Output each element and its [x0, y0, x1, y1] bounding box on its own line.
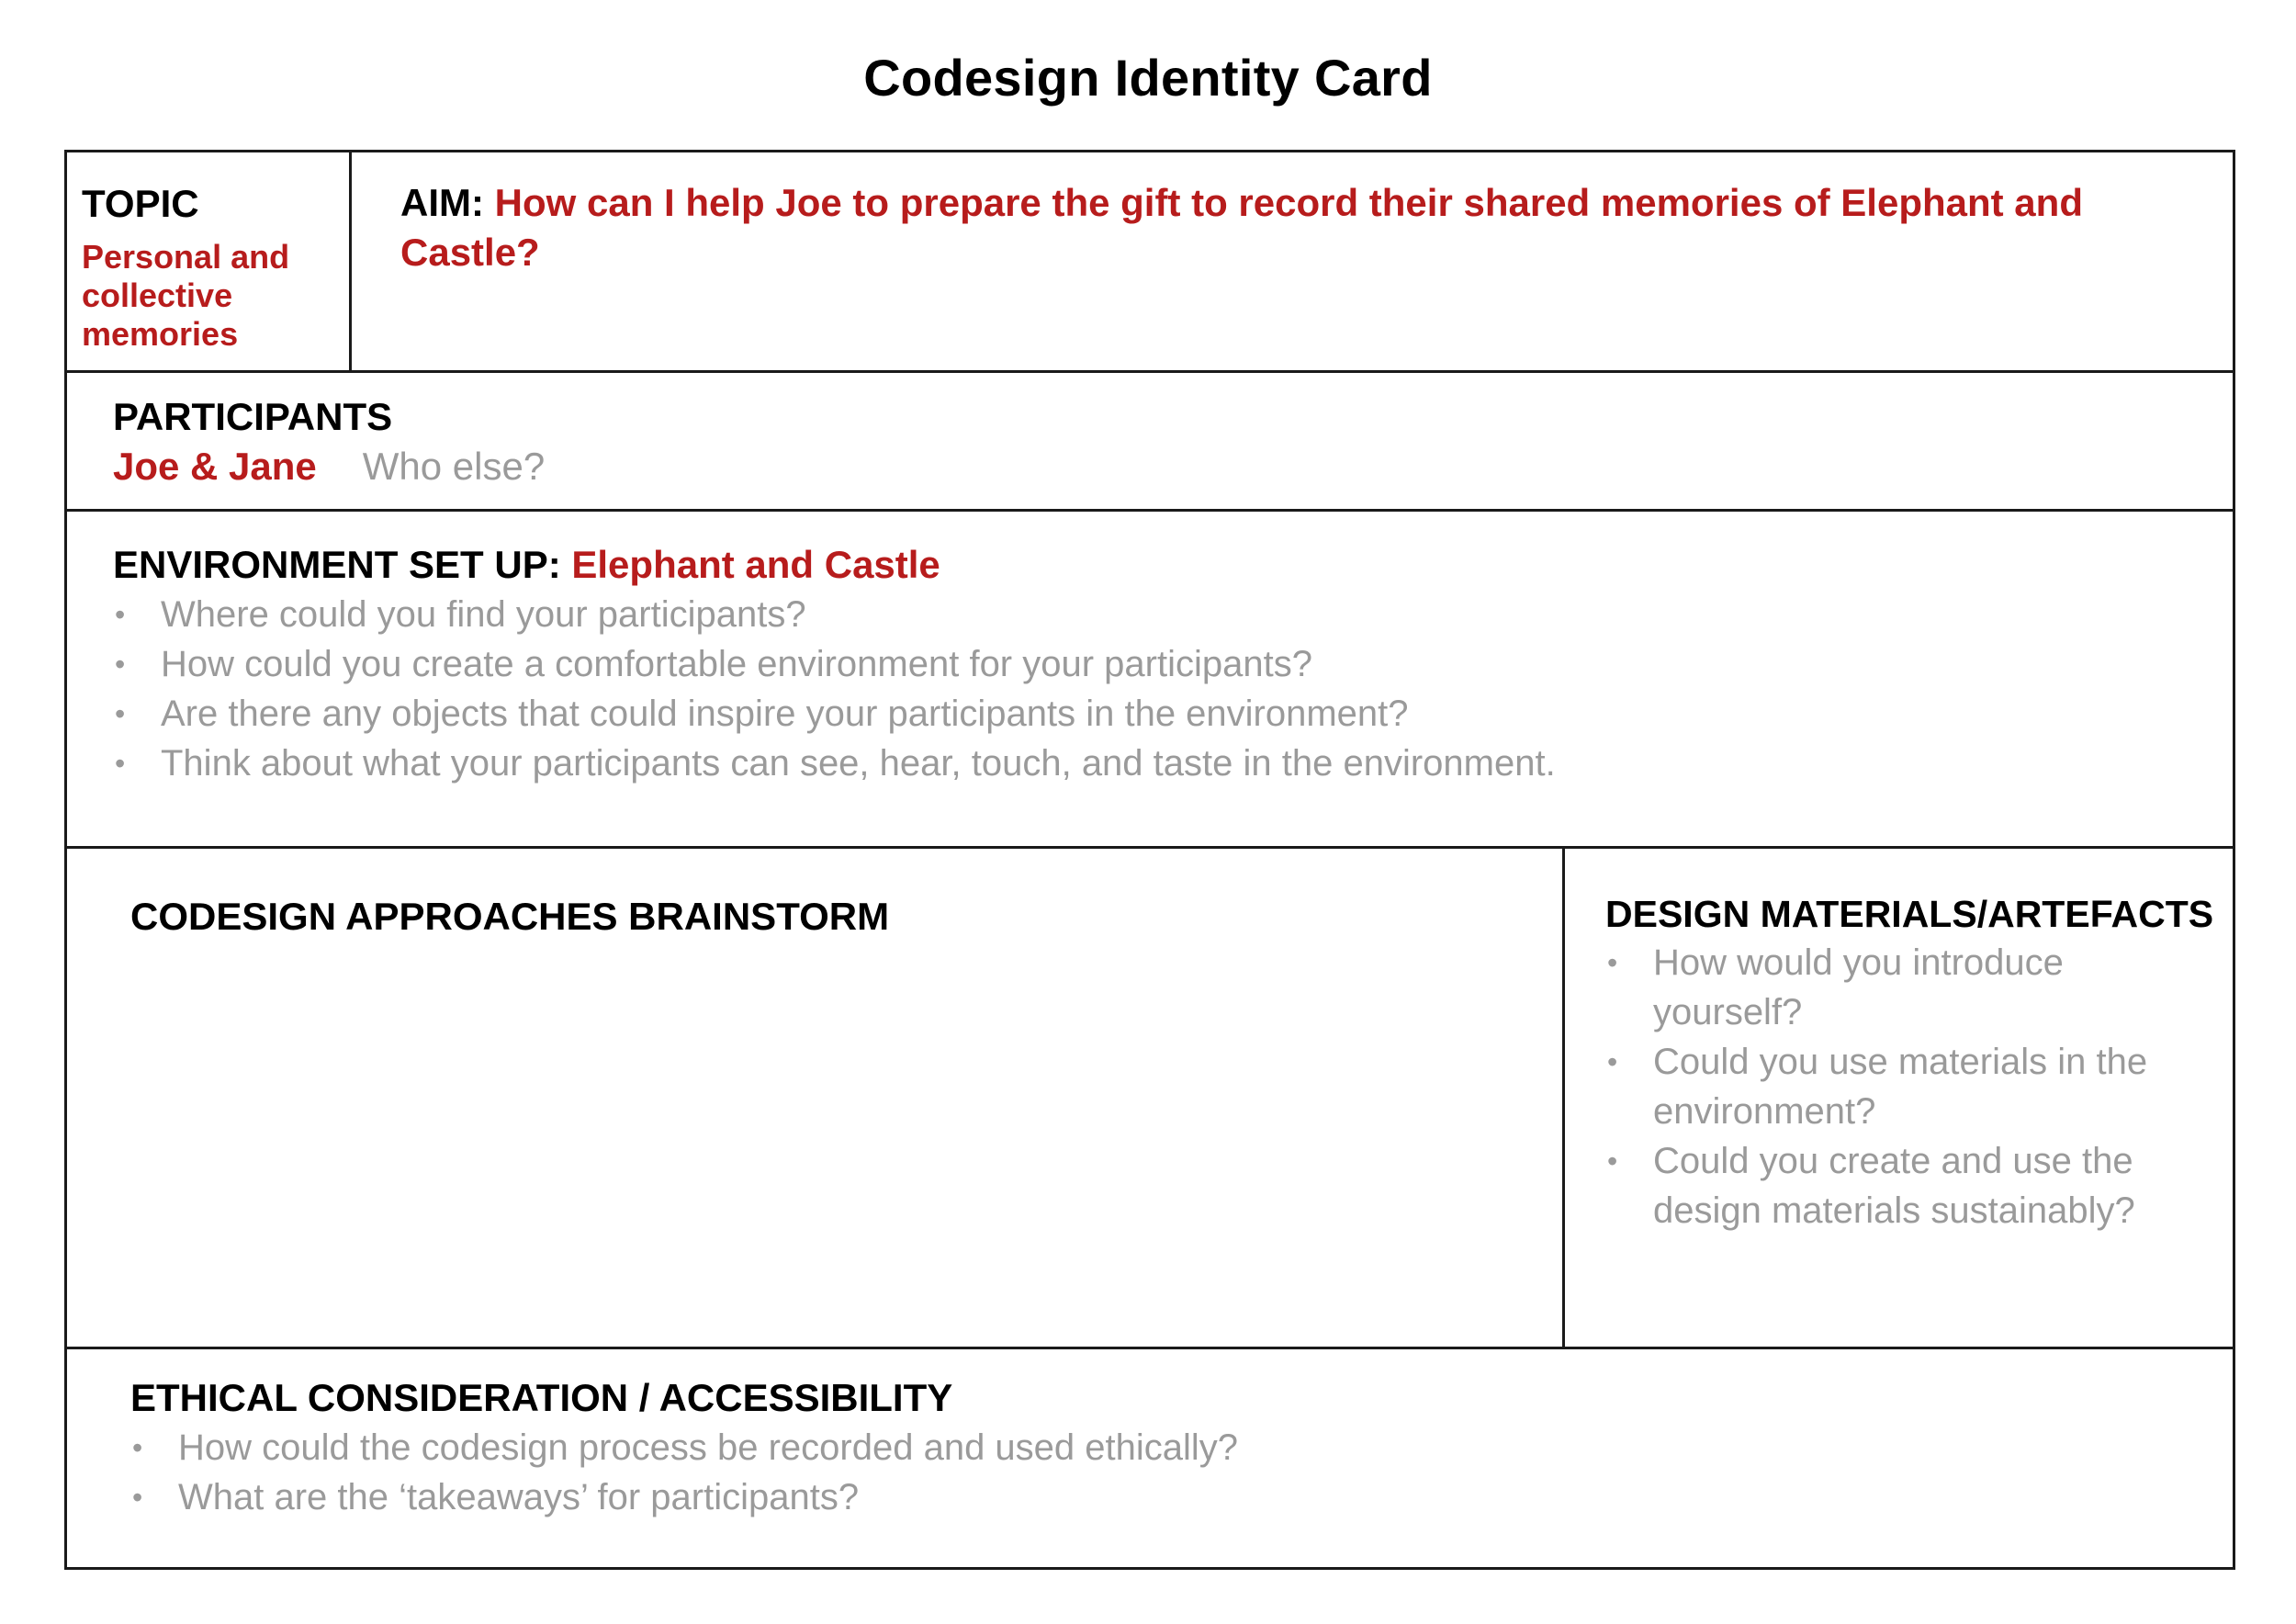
- topic-value: [82, 238, 339, 354]
- divider-after-aim: [67, 370, 2233, 373]
- topic-section: [82, 180, 339, 354]
- aim-text: [400, 178, 2145, 277]
- environment-section: [113, 541, 2179, 788]
- topic-value-line: collective: [82, 276, 233, 314]
- divider-after-participants: [67, 509, 2233, 512]
- aim-question: How can I help Joe to prepare the gift to record their shared memories of Elephant and Castle?: [400, 181, 2083, 274]
- participants-section: [113, 393, 2133, 491]
- environment-value: Elephant and Castle: [571, 543, 940, 586]
- aim-label: AIM:: [400, 181, 484, 224]
- materials-section: [1605, 891, 2230, 1235]
- list-item: • How could the codesign process be recorded and used ethically?: [130, 1423, 2151, 1472]
- topic-value-line: Personal and: [82, 237, 290, 276]
- aim-section: [400, 178, 2145, 277]
- participants-prompt: Who else?: [362, 444, 546, 488]
- list-item: • How could you create a comfortable environment for your participants?: [113, 639, 2179, 689]
- brainstorm-section: [130, 893, 1508, 942]
- topic-label: TOPIC: [82, 182, 199, 225]
- participants-label: PARTICIPANTS: [113, 395, 393, 438]
- list-item: • Could you use materials in the environment?: [1605, 1037, 2175, 1136]
- ethics-bullets: [130, 1423, 2151, 1522]
- participants-names: Joe & Jane: [113, 444, 317, 488]
- participants-line: [113, 442, 2133, 491]
- identity-card: [64, 150, 2235, 1570]
- ethics-section: [130, 1374, 2151, 1522]
- brainstorm-materials-divider: [1562, 846, 1565, 1347]
- environment-bullets: [113, 590, 2179, 788]
- ethics-label: ETHICAL CONSIDERATION / ACCESSIBILITY: [130, 1376, 953, 1419]
- topic-value-line: memories: [82, 314, 239, 353]
- list-item: • Could you create and use the design materials sustainably?: [1605, 1136, 2175, 1235]
- topic-aim-divider: [349, 152, 352, 370]
- divider-after-environment: [67, 846, 2233, 849]
- materials-label: DESIGN MATERIALS/ARTEFACTS: [1605, 893, 2214, 935]
- list-item: • Where could you find your participants?: [113, 590, 2179, 639]
- page-title: Codesign Identity Card: [863, 49, 1433, 107]
- environment-heading: [113, 541, 2179, 590]
- divider-after-brainstorm: [67, 1347, 2233, 1349]
- list-item: • Are there any objects that could inspire your participants in the environment?: [113, 689, 2179, 739]
- brainstorm-label: CODESIGN APPROACHES BRAINSTORM: [130, 895, 890, 938]
- list-item: • Think about what your participants can see, hear, touch, and taste in the environment.: [113, 739, 2179, 788]
- environment-label: ENVIRONMENT SET UP:: [113, 543, 561, 586]
- list-item: • How would you introduce yourself?: [1605, 938, 2175, 1037]
- list-item: • What are the ‘takeaways’ for participants?: [130, 1472, 2151, 1522]
- materials-bullets: [1605, 938, 2175, 1235]
